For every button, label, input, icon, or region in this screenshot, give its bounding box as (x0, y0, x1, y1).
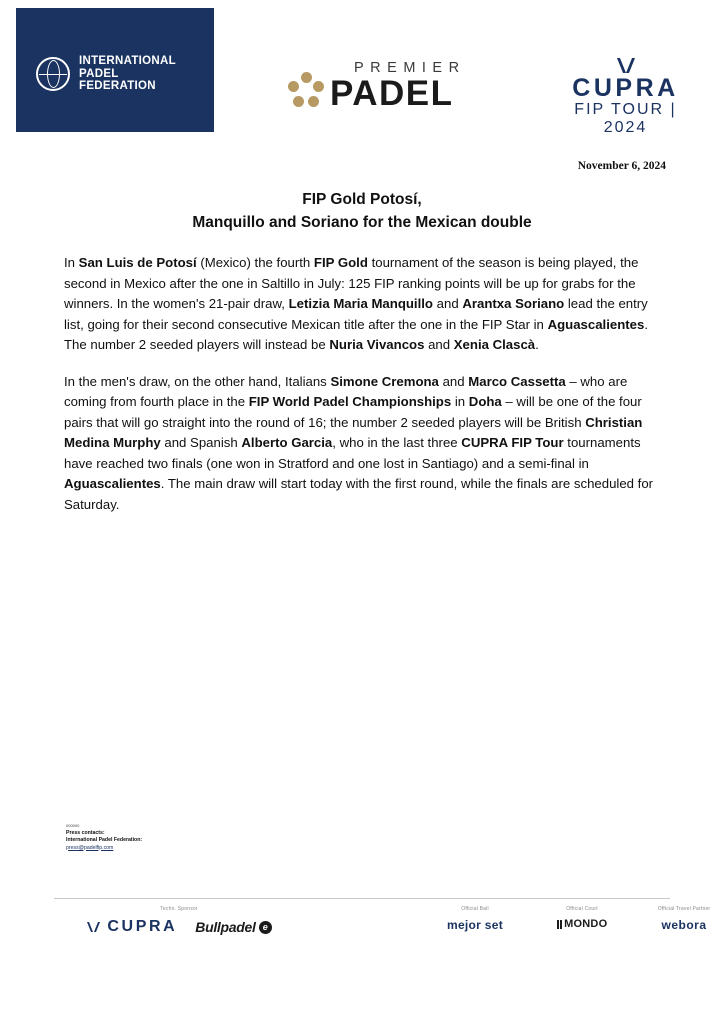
footer-group-tech-sponsor (54, 906, 304, 936)
ipf-line-1: INTERNATIONAL (79, 55, 176, 67)
fip-tour-label: FIP TOUR | 2024 (574, 101, 677, 136)
globe-icon (36, 57, 70, 91)
premier-label: PREMIER (354, 60, 466, 76)
footer-cupra-logo (86, 918, 177, 936)
footer-group-travel-partner (634, 906, 724, 932)
title-line-2: Manquillo and Soriano for the Mexican double (192, 214, 532, 231)
contacts-email-link[interactable]: press@padelfip.com (66, 844, 114, 851)
footer-webora-logo (661, 918, 706, 932)
footer-label-official-court: Official Court (566, 906, 598, 912)
footer-bullpadel-logo (195, 919, 271, 935)
ipf-logo (36, 55, 176, 93)
cupra-emblem-icon (615, 58, 637, 73)
article-body (64, 253, 662, 531)
contacts-tiny-code: 000000 (66, 823, 80, 828)
footer-label-travel-partner: Official Travel Partner (657, 906, 711, 912)
document-footer (54, 902, 711, 950)
paragraph-1: In San Luis de Potosí (Mexico) the fourth FIP Gold tournament of the season is being played, the second in Mexico after the one in Saltillo in July: 125 FIP ranking points will be up for grabs for the winners. In the women's 21-pair draw, Letizia Maria Manquillo and Arantxa Soriano lead the entry list, going for their second consecutive Mexican title after the one in the FIP Star in Aguascalientes. The number 2 seeded players will instead be Nuria Vivancos and Xenia Clascà. (64, 255, 648, 352)
title-line-1: FIP Gold Potosí, (302, 191, 422, 208)
flower-icon (288, 72, 324, 108)
footer-bullpadel-label: Bullpadel (195, 919, 256, 935)
cupra-label: CUPRA (572, 74, 679, 102)
contacts-heading: Press contacts: (66, 829, 105, 836)
footer-divider (54, 898, 670, 899)
cupra-emblem-icon (86, 922, 101, 932)
padel-label: PADEL (330, 74, 454, 113)
footer-label-official-ball: Official Ball (461, 906, 489, 912)
document-header (0, 8, 724, 136)
mondo-bars-icon (557, 920, 563, 929)
press-contacts (66, 822, 142, 852)
premier-padel-logo (288, 60, 488, 118)
ipf-line-2: PADEL (79, 67, 119, 80)
footer-mondo-logo (557, 918, 608, 930)
ipf-line-3: FEDERATION (79, 80, 156, 93)
footer-group-official-ball (430, 906, 520, 932)
page-title (64, 188, 660, 234)
footer-mejorset-logo (447, 918, 503, 932)
cupra-fip-tour-logo (558, 58, 693, 136)
footer-group-official-court (538, 906, 626, 930)
footer-mejorset-label: mejor set (446, 918, 504, 932)
paragraph-2: In the men's draw, on the other hand, Italians Simone Cremona and Marco Cassetta – who are coming from fourth place in the FIP World Padel Championships in Doha – will be one of the four pairs that will go straight into the round of 16; the number 2 seeded players will be British Christian Medina Murphy and Spanish Alberto Garcia, who in the last three CUPRA FIP Tour tournaments have reached two finals (one won in Stratford and one lost in Santiago) and a semi-final in Aguascalientes. The main draw will start today with the first round, while the finals are scheduled for Saturday. (64, 373, 654, 512)
bullpadel-mark-icon: e (259, 921, 272, 934)
footer-mondo-label: MONDO (564, 918, 608, 930)
footer-cupra-label: CUPRA (107, 918, 178, 935)
contacts-org: International Padel Federation: (66, 837, 143, 843)
footer-webora-label: webora (661, 918, 707, 932)
footer-label-tech-sponsor: Techn. Sponsor (160, 906, 198, 912)
ipf-logo-text (79, 55, 176, 93)
document-date: November 6, 2024 (577, 160, 666, 172)
